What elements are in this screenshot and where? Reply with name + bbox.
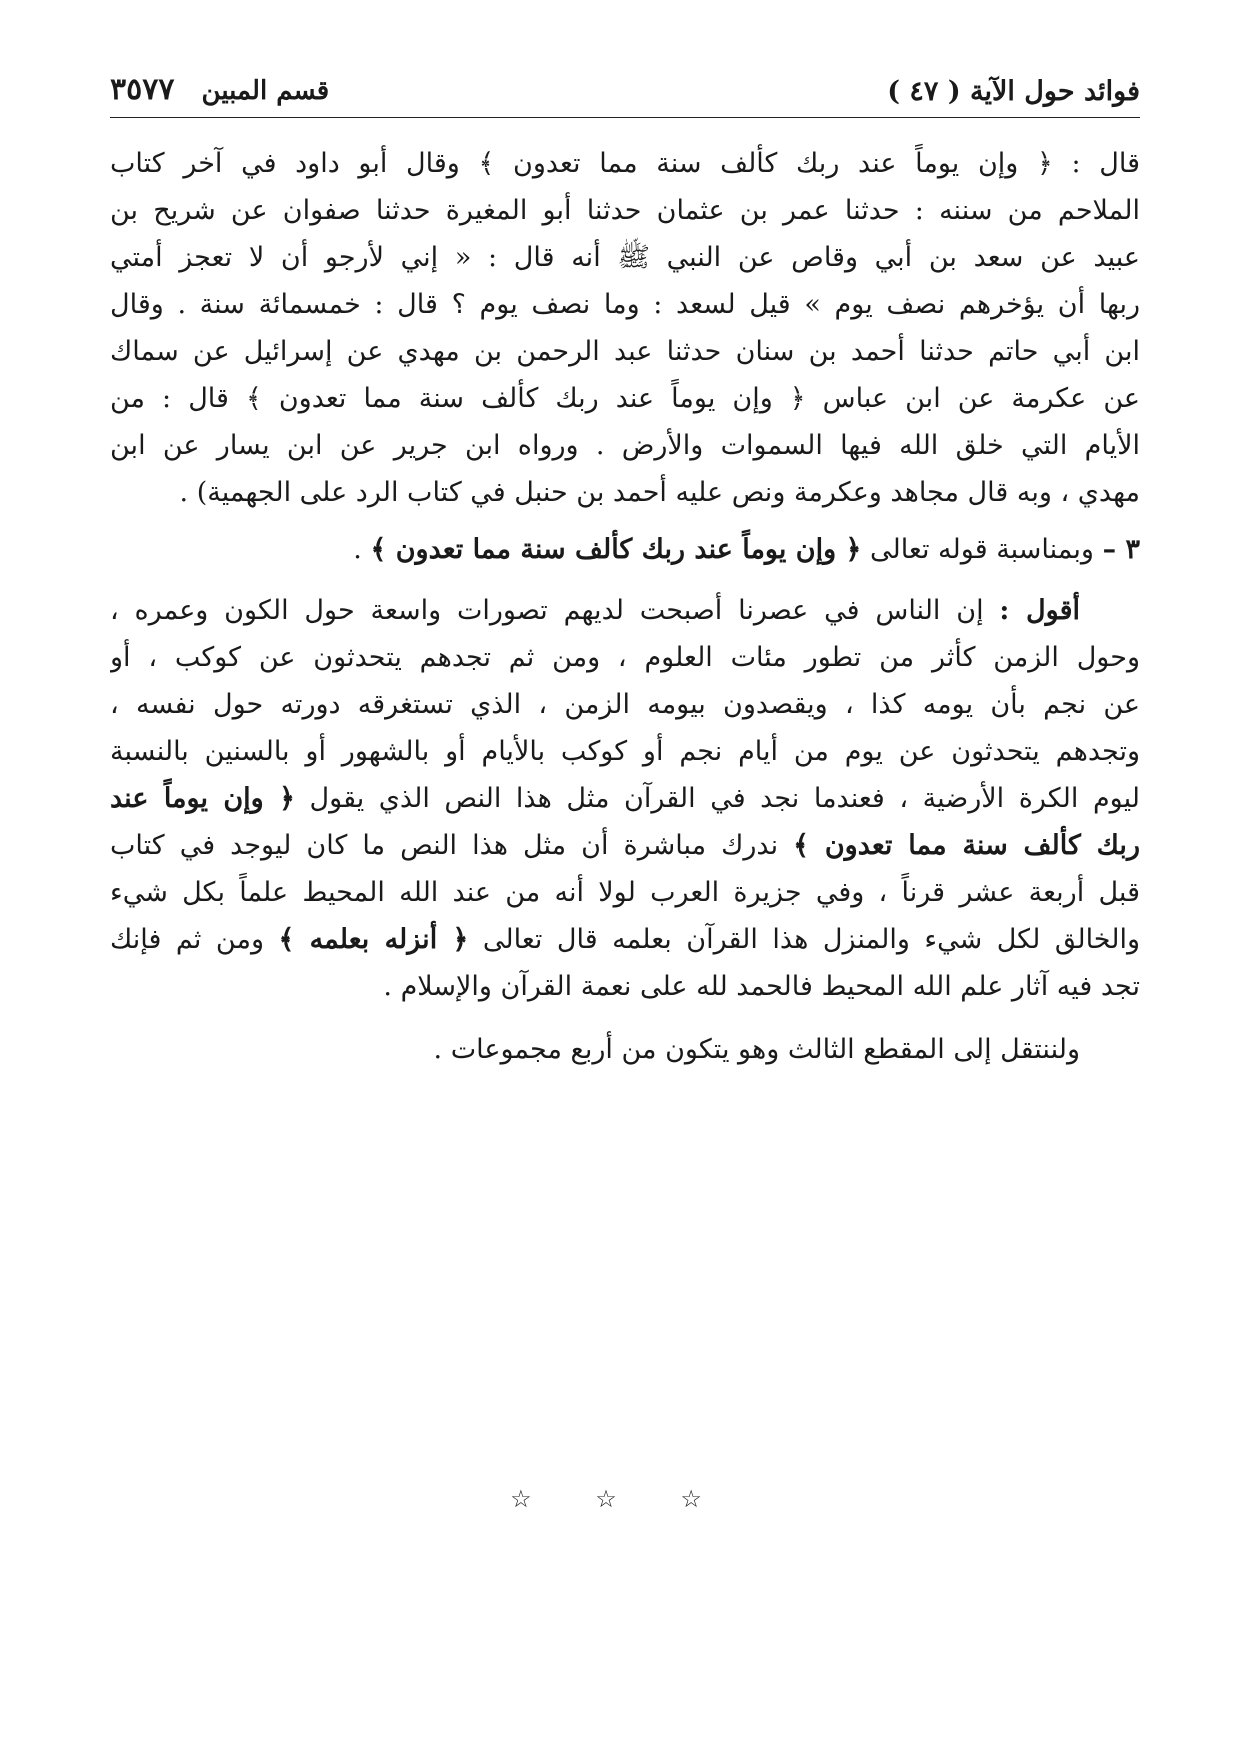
paragraph-1 bbox=[110, 140, 1140, 516]
body-text bbox=[110, 140, 1140, 1073]
section-3-heading bbox=[110, 526, 1140, 573]
section-number: ٣ – bbox=[1102, 534, 1140, 565]
paragraph-2 bbox=[110, 587, 1140, 1010]
text-line: ابن أبي حاتم حدثنا أحمد بن سنان حدثنا عبد الرحمن بن مهدي عن إسرائيل عن سماك bbox=[110, 336, 1140, 367]
running-header bbox=[110, 68, 1140, 118]
text-line: وحول الزمن كأثر من تطور مئات العلوم ، ومن ثم تجدهم يتحدثون عن كوكب ، أو bbox=[110, 642, 1140, 673]
text-span: ومن ثم فإنك bbox=[110, 924, 264, 955]
header-rule bbox=[110, 117, 1140, 118]
header-section: قسم المبين bbox=[201, 76, 330, 106]
section-end: . bbox=[353, 534, 362, 565]
text-line: عن عكرمة عن ابن عباس ﴿ وإن يوماً عند ربك كألف سنة مما تعدون ﴾ قال : من bbox=[110, 383, 1140, 414]
verse-span: ﴿ وإن يوماً عند bbox=[110, 783, 295, 814]
text-line bbox=[110, 916, 1140, 963]
verse-span: ﴿ أنزله بعلمه ﴾ bbox=[278, 924, 469, 955]
text-line: قال : ﴿ وإن يوماً عند ربك كألف سنة مما تعدون ﴾ وقال أبو داود في آخر كتاب bbox=[110, 148, 1140, 179]
verse-span: ربك كألف سنة مما تعدون ﴾ bbox=[793, 830, 1140, 861]
text-line: مهدي ، وبه قال مجاهد وعكرمة ونص عليه أحمد بن حنبل في كتاب الرد على الجهمية) . bbox=[179, 477, 1140, 508]
page-number: ٣٥٧٧ bbox=[110, 72, 175, 107]
header-page-info bbox=[110, 72, 329, 107]
text-span: إن الناس في عصرنا أصبحت لديهم تصورات واسعة حول الكون وعمره ، bbox=[110, 595, 984, 626]
text-line bbox=[110, 587, 1140, 634]
text-line bbox=[110, 775, 1140, 822]
text-line: تجد فيه آثار علم الله المحيط فالحمد لله على نعمة القرآن والإسلام . bbox=[383, 971, 1140, 1002]
lead-word: أقول : bbox=[999, 595, 1080, 626]
section-verse: ﴿ وإن يوماً عند ربك كألف سنة مما تعدون ﴾ bbox=[370, 534, 862, 565]
text-line: قبل أربعة عشر قرناً ، وفي جزيرة العرب لولا أنه من عند الله المحيط علماً بكل شيء bbox=[110, 877, 1140, 908]
star-separator-icon: ☆ ☆ ☆ bbox=[510, 1485, 730, 1513]
text-line: ربها أن يؤخرهم نصف يوم » قيل لسعد : وما نصف يوم ؟ قال : خمسمائة سنة . وقال bbox=[110, 289, 1140, 320]
text-line: عبيد عن سعد بن أبي وقاص عن النبي ﷺ أنه قال : « إني لأرجو أن لا تعجز أمتي bbox=[110, 242, 1140, 273]
text-line: عن نجم بأن يومه كذا ، ويقصدون بيومه الزمن ، الذي تستغرقه دورته حول نفسه ، bbox=[110, 689, 1140, 720]
text-span: والخالق لكل شيء والمنزل هذا القرآن بعلمه قال تعالى bbox=[482, 924, 1140, 955]
section-intro: وبمناسبة قوله تعالى bbox=[869, 534, 1094, 565]
text-span: ندرك مباشرة أن مثل هذا النص ما كان ليوجد في كتاب bbox=[110, 830, 779, 861]
header-title: فوائد حول الآية ( ٤٧ ) bbox=[887, 76, 1140, 107]
text-line: وتجدهم يتحدثون عن يوم من أيام نجم أو كوكب بالأيام أو بالشهور أو بالسنين بالنسبة bbox=[110, 736, 1140, 767]
closing-line: ولننتقل إلى المقطع الثالث وهو يتكون من أربع مجموعات . bbox=[433, 1034, 1080, 1065]
text-span: ليوم الكرة الأرضية ، فعندما نجد في القرآن مثل هذا النص الذي يقول bbox=[309, 783, 1140, 814]
text-line bbox=[110, 822, 1140, 869]
text-line: الأيام التي خلق الله فيها السموات والأرض . ورواه ابن جرير عن ابن يسار عن ابن bbox=[110, 430, 1140, 461]
text-line: الملاحم من سننه : حدثنا عمر بن عثمان حدثنا أبو المغيرة حدثنا صفوان عن شريح بن bbox=[110, 195, 1140, 226]
